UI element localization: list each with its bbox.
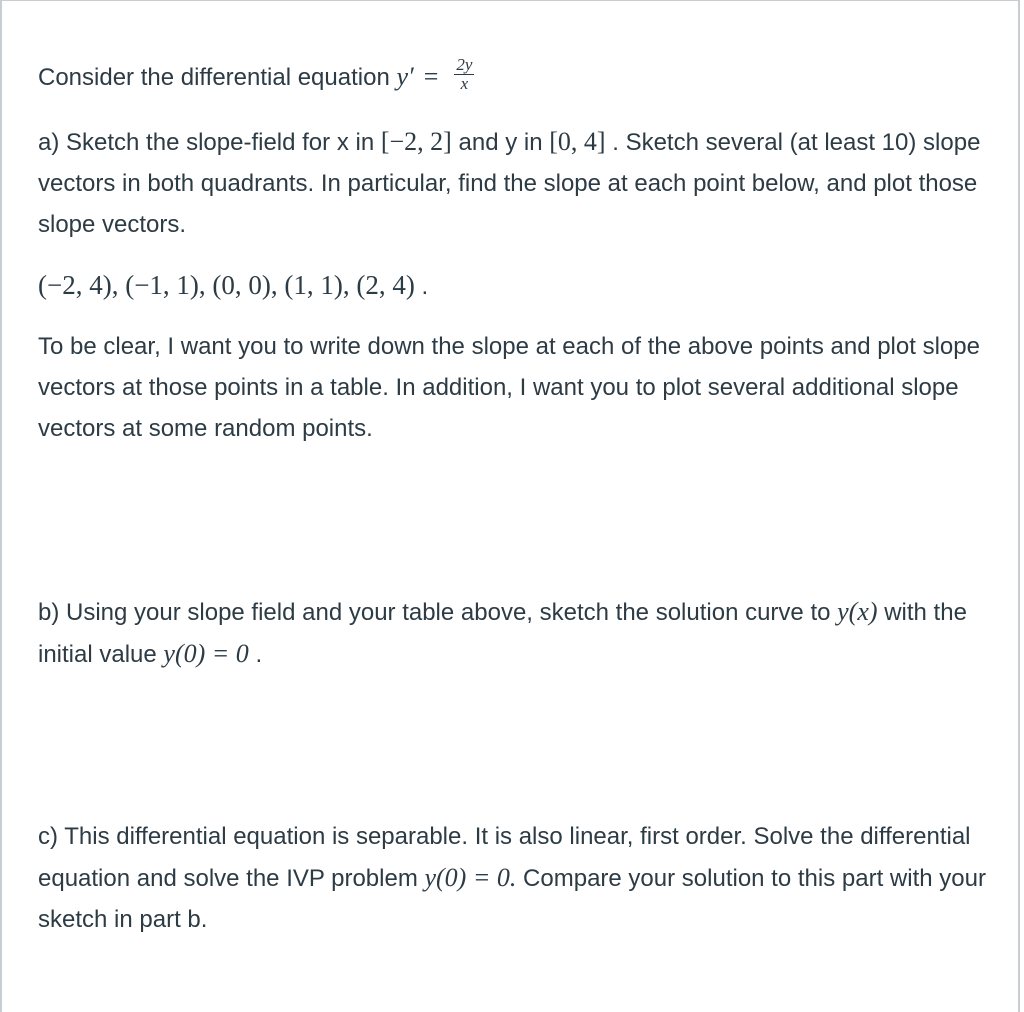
part-b-text-2: with the initial value (38, 599, 967, 668)
equation-lhs: y′ (396, 62, 414, 91)
part-a-paragraph (38, 121, 988, 245)
part-b-text-1: b) Using your slope field and your table above, sketch the solution curve to (38, 599, 838, 626)
function-notation: y(x) (837, 597, 878, 626)
y-interval: [0, 4] (549, 127, 606, 156)
fraction-denominator: x (460, 74, 469, 94)
equals-sign: = (423, 62, 439, 91)
fraction-numerator: 2y (456, 55, 473, 75)
points-list: (−2, 4), (−1, 1), (0, 0), (1, 1), (2, 4) (38, 270, 415, 300)
part-c-text-2: Compare your solution to this part with your sketch in part b. (38, 865, 986, 933)
part-b-paragraph (38, 591, 988, 675)
intro-paragraph (38, 56, 988, 98)
clarify-paragraph (38, 326, 988, 449)
clarify-text: To be clear, I want you to write down the slope at each of the above points and plot slope vectors at those points in a table. In addition, I want you to plot several additional slope vectors at some random points. (38, 333, 980, 442)
points-paragraph (38, 265, 988, 307)
part-a-text-3: . Sketch several (at least 10) slope vectors in both quadrants. In particular, find the slope at each point below, and plot those slope vectors. (38, 129, 981, 238)
part-b-text-3: . (248, 641, 263, 668)
intro-text: Consider the differential equation (38, 64, 397, 91)
part-a-text-1: a) Sketch the slope-field for x in (38, 129, 381, 156)
equation-fraction (454, 56, 474, 93)
points-end: . (414, 273, 429, 300)
initial-value: y(0) = 0 (163, 639, 249, 668)
part-c-paragraph (38, 816, 988, 940)
part-a-text-2: and y in (451, 129, 550, 156)
part-c-text-1: c) This differential equation is separable. It is also linear, first order. Solve the differential equation and solve the IVP problem (38, 823, 971, 892)
x-interval: [−2, 2] (380, 127, 452, 156)
ivp-condition: y(0) = 0. (424, 863, 517, 892)
